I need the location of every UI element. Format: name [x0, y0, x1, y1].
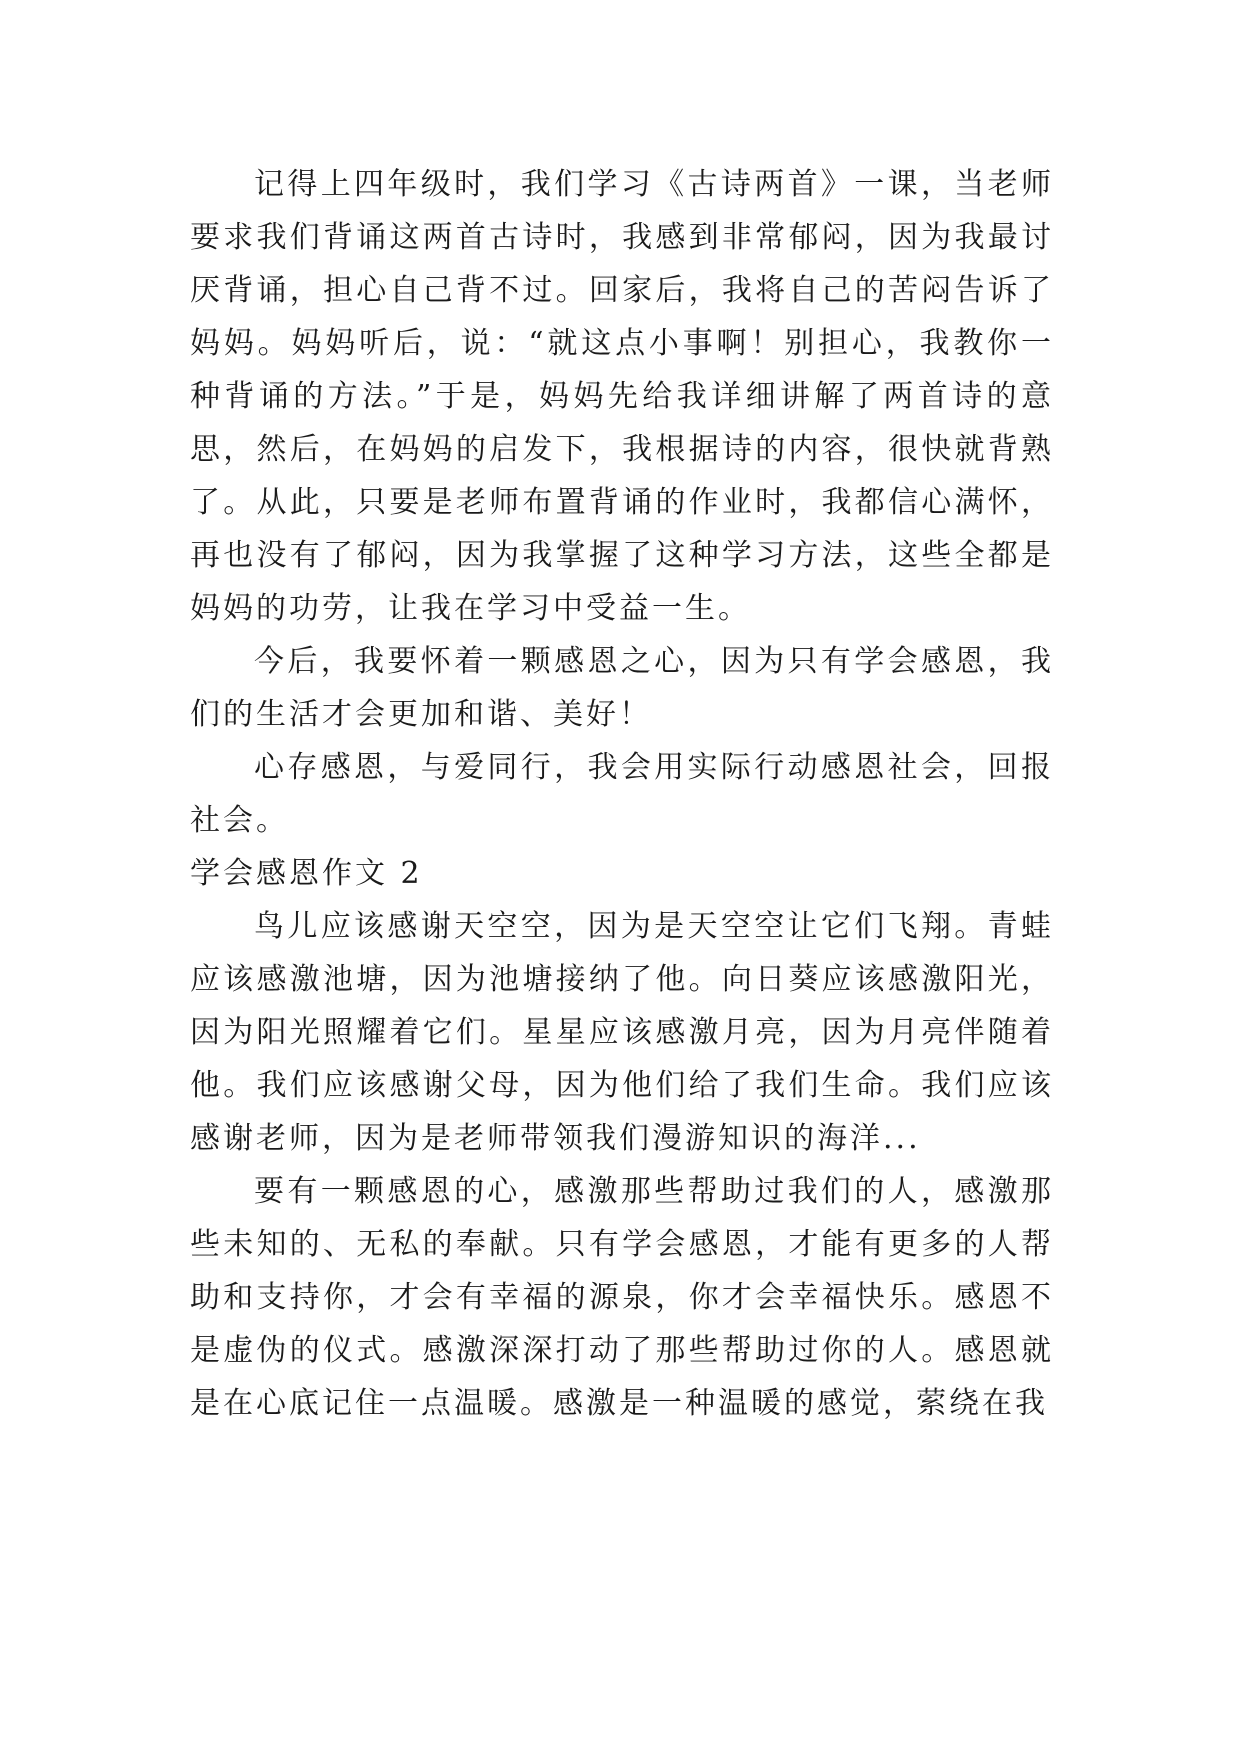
section-heading: 学会感恩作文 2	[190, 856, 423, 891]
paragraph-gratitude-heart: 今后，我要怀着一颗感恩之心，因为只有学会感恩，我们的生活才会更加和谐、美好！	[190, 644, 1054, 732]
paragraph-birds-sky: 鸟儿应该感谢天空空，因为是天空空让它们飞翔。青蛙应该感激池塘，因为池塘接纳了他。向日葵应该感激阳光，因为阳光照耀着它们。星星应该感激月亮，因为月亮伴随着他。我们应该感谢父母，因为他们给了我们生命。我们应该感谢老师，因为是老师带领我们漫游知识的海洋...	[190, 909, 1054, 1156]
document-body	[190, 158, 1054, 1430]
paragraph-repay-society: 心存感恩，与爱同行，我会用实际行动感恩社会，回报社会。	[190, 750, 1054, 838]
paragraph-grateful-heart: 要有一颗感恩的心，感激那些帮助过我们的人，感激那些未知的、无私的奉献。只有学会感恩，才能有更多的人帮助和支持你，才会有幸福的源泉，你才会幸福快乐。感恩不是虚伪的仪式。感激深深打动了那些帮助过你的人。感恩就是在心底记住一点温暖。感激是一种温暖的感觉，萦绕在我	[190, 1174, 1054, 1421]
paragraph-memory: 记得上四年级时，我们学习《古诗两首》一课，当老师要求我们背诵这两首古诗时，我感到非常郁闷，因为我最讨厌背诵，担心自己背不过。回家后，我将自己的苦闷告诉了妈妈。妈妈听后，说：“就这点小事啊！别担心，我教你一种背诵的方法。”于是，妈妈先给我详细讲解了两首诗的意思，然后，在妈妈的启发下，我根据诗的内容，很快就背熟了。从此，只要是老师布置背诵的作业时，我都信心满怀，再也没有了郁闷，因为我掌握了这种学习方法，这些全都是妈妈的功劳，让我在学习中受益一生。	[190, 167, 1054, 626]
